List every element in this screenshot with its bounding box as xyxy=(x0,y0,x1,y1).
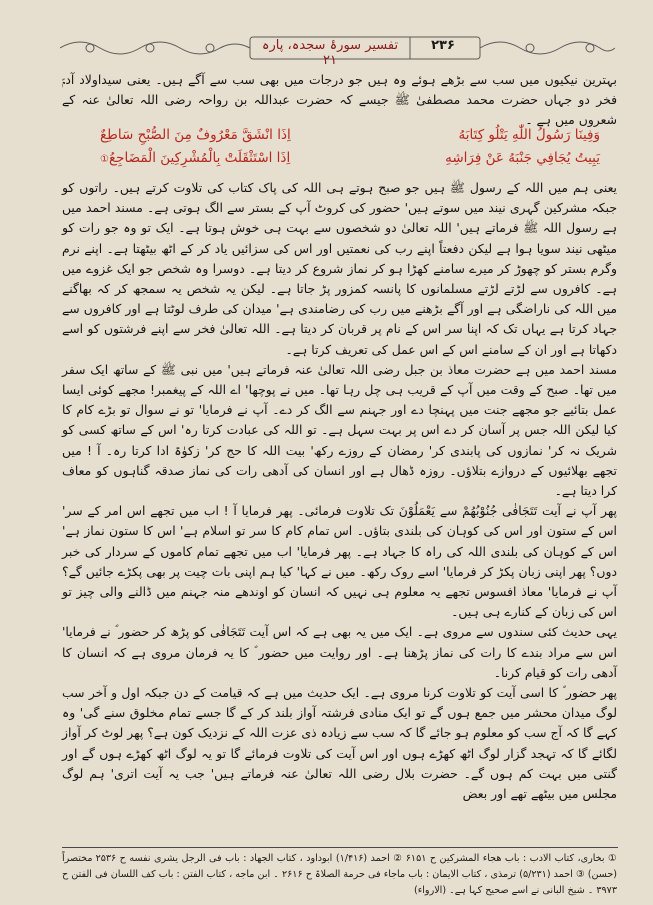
footnote-marker: ① xyxy=(100,154,109,165)
arabic-poetry-verse xyxy=(100,124,600,170)
paragraph: یہی حدیث کئی سندوں سے مروی ہے۔ ایک میں یہ بھی ہے کہ اس آیت تَتَجَافٰی کو پڑھ کر حضور ؐ نے فرمایا' اس سے مراد بندے کا رات کی نماز پڑھنا ہے۔ اور روایت میں حضور ؐ کا یہ فرمان مروی ہے کہ انسان کا آدھی رات کو قیام کرنا۔ xyxy=(62,624,617,680)
verse-line-2 xyxy=(100,147,600,170)
verse-hemistich: اِذَا انْشَقَّ مَعْرُوفٌ مِنَ الصُّبْحِ سَاطِعٌ xyxy=(100,127,291,143)
footnotes xyxy=(62,851,617,900)
verse-hemistich xyxy=(100,147,290,170)
verse-line-1 xyxy=(100,124,600,147)
body-text-main xyxy=(62,178,617,804)
footnote-divider xyxy=(62,847,618,848)
verse-hemistich: وَفِينَا رَسُولُ اللّٰهِ يَتْلُو كِتَابَهُ xyxy=(458,127,600,143)
paragraph: پھر حضور ؐ کا اسی آیت کو تلاوت کرنا مروی ہے۔ ایک حدیث میں ہے کہ قیامت کے دن جبکہ اول و آخر سب لوگ میدان محشر میں جمع ہوں گے تو ایک منادی فرشتہ آواز بلند کر کے گا جسے تمام مخلوق سنے گی' وہ کہے گا کہ آج سب کو معلوم ہو جائے گا کہ سب سے زیادہ ذی عزت اللہ کے نزدیک کون ہے؟ پھر لوٹ کر آواز لگائے گا کہ تہجد گزار لوگ اٹھ کھڑے ہوں اور اس آیت کی تلاوت فرمائے گا تو یہ لوگ اٹھ کھڑے ہوں گے اور گنتی میں بہت کم ہوں گے۔ حضرت بلال رضی اللہ تعالیٰ عنہ فرماتے ہیں' جب یہ آیت اتری' ہم لوگ مجلس میں بیٹھے تھے اور بعض xyxy=(62,685,617,802)
paragraph-intro: بہترین نیکیوں میں سب سے بڑھے ہوئے وہ ہیں جو درجات میں بھی سب سے آگے ہیں۔ یعنی سیداولاد آدمؑ فخر دو جہاں حضرت محمد مصطفیٰ ﷺ جیسے کہ حضرت عبداللہ بن رواحہ رضی اللہ تعالیٰ عنہ کے شعروں میں ہے ۔ xyxy=(62,72,617,128)
verse-hemistich-text: اِذَا اسْتَثْقَلَتْ بِالْمُشْرِكِينَ الْمَضَاجِعُ xyxy=(108,150,291,166)
paragraph: پھر آپ نے آیت تَتَجَافٰی جُنُوْبُهُمْ سے یَعْمَلُوْنَ تک تلاوت فرمائی۔ پھر فرمایا آ ! اب میں تجھے اس امر کے سر' اس کے ستون اور اس کی کوہان کی بلندی بتاؤں۔ اس تمام کام کا سر تو اسلام ہے' اس کا ستون نماز ہے' اس کے کوہان کی بلندی اللہ کی راہ کا جہاد ہے۔ پھر فرمایا' اب میں تجھے تمام کاموں کے سردار کی خبر دوں؟ پھر اپنی زبان پکڑ کر فرمایا' اسے روک رکھ۔ میں نے کہا' کیا ہم اپنی بات چیت پر بھی پکڑے جائیں گے؟ آپ نے فرمایا' معاذ افسوس تجھے یہ معلوم ہی نہیں کہ انسان کو اوندھے منہ جہنم میں ڈالنے والی چیز تو اس کی زبان کے کنارے ہی ہیں۔ xyxy=(62,503,617,620)
verse-hemistich: يَبِيتُ يُجَافِي جَنْبَهُ عَنْ فِرَاشِهِ xyxy=(445,150,600,166)
footnote-text: ① بخاری، کتاب الادب : باب ھجاء المشرکین ح ۶۱۵۱ ② احمد (۱/۴۱۶) ابوداود ، کتاب الجھاد : باب فی الرجل یشری نفسه ح ۲۵۳۶ مختصراً (حسن) ③ احمد (۵/۲۳۱) ترمذی ، کتاب الایمان : باب ماجاء فی حرمة الصلاۃ ح ۲۶۱۶ ۔ ابن ماجه ، کتاب الفتن : باب کف اللسان فی الفتن ح ۳۹۷۳ ۔ شیخ البانی نے اسے صحیح کہا ہے۔ (الارواء) xyxy=(62,853,617,897)
body-text-top xyxy=(62,70,617,131)
paragraph: یعنی ہم میں اللہ کے رسول ﷺ ہیں جو صبح ہوتے ہی اللہ کی پاک کتاب کی تلاوت کرتے ہیں۔ راتوں کو جبکہ مشرکین گہری نیند میں سوتے ہیں' حضور کی کروٹ آپ کے بستر سے الگ ہوتی ہے۔ مسند احمد میں ہے رسول اللہ ﷺ فرماتے ہیں' اللہ تعالیٰ دو شخصوں سے بہت ہی خوش ہوتا ہے۔ ایک تو وہ جو رات کو میٹھی نیند سویا ہوا ہے لیکن دفعتاً اپنے رب کی نعمتیں اور اس کی سزائیں یاد کر کے اٹھ بیٹھتا ہے۔ اپنے نرم وگرم بستر کو چھوڑ کر میرے سامنے کھڑا ہو کر نماز شروع کر دیتا ہے۔ دوسرا وہ شخص جو ایک غزوے میں ہے۔ کافروں سے لڑتے لڑتے مسلمانوں کا پانسہ کمزور پڑ جاتا ہے۔ لیکن یہ شخص یہ سمجھ کر کہ بھاگنے میں اللہ کی ناراضگی ہے اور آگے بڑھنے میں رب کی رضامندی ہے' میدان کی طرف لوٹتا ہے اور کافروں سے جہاد کرتا ہے یہاں تک کہ اپنا سر اس کے نام پر قربان کر دیتا ہے۔ اللہ تعالیٰ فخر سے اپنے فرشتوں کو اسے دکھاتا ہے اور ان کے سامنے اس کے اس عمل کی تعریف کرتا ہے۔ xyxy=(62,180,617,357)
paragraph: مسند احمد میں ہے حضرت معاذ بن جبل رضی اللہ تعالیٰ عنہ فرماتے ہیں' میں نبی ﷺ کے ساتھ ایک سفر میں تھا۔ صبح کے وقت میں آپ کے قریب ہی چل رہا تھا۔ میں نے پوچھا' اے اللہ کے پیغمبر! مجھے کوئی ایسا عمل بتائیے جو مجھے جنت میں پہنچا دے اور جہنم سے الگ کر دے۔ آپ نے فرمایا' تو نے سوال تو بڑے کام کا کیا لیکن اللہ جس پر آسان کر دے اس پر بہت سہل ہے۔ تو اللہ کی عبادت کرتا رہ' اس کے ساتھ کسی کو شریک نہ کر' نمازوں کی پابندی کر' رمضان کے روزے رکھ' بیت اللہ کا حج کر' زکوٰۃ ادا کرتا رہ۔ آ ! میں تجھے بھلائیوں کے دروازے بتلاؤں۔ روزہ ڈھال ہے اور انسان کی آدھی رات کی نماز صدقہ گناہوں کو معاف کرا دیتا ہے۔ xyxy=(62,361,617,499)
page-number: ۲۳۶ xyxy=(431,38,455,53)
running-header-title: تفسیر سورۂ سجدہ، پارہ ۲۱ xyxy=(261,38,399,68)
